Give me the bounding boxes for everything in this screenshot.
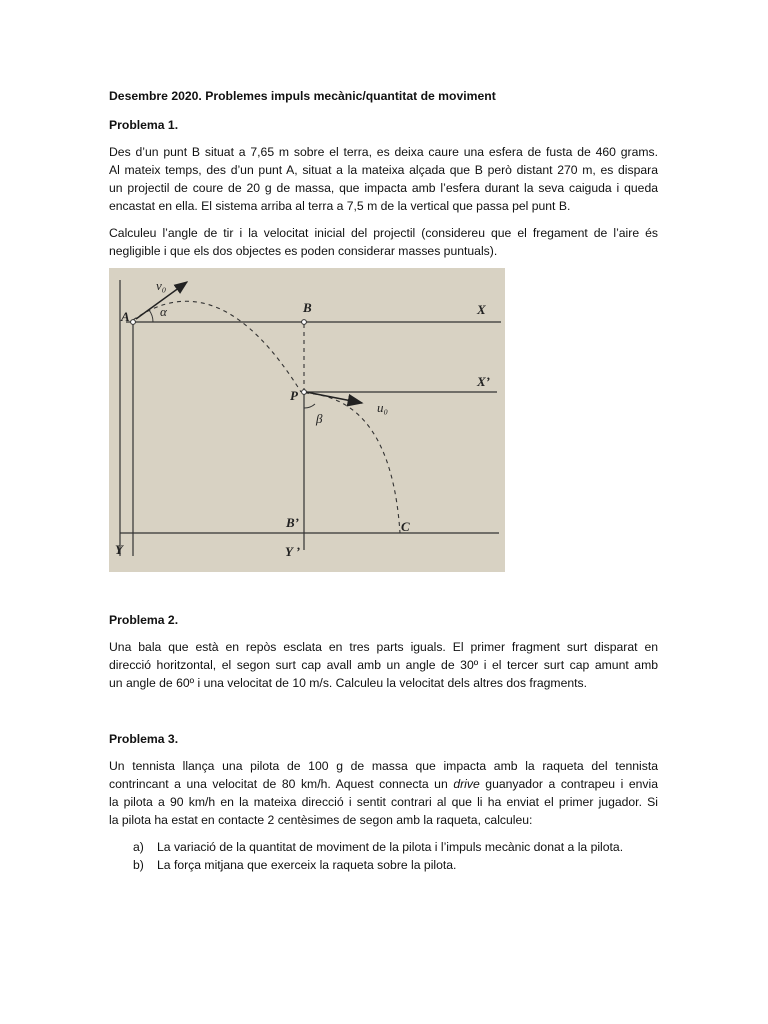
text-line: Calculeu l’angle de tir i la velocitat inicial del projectil (considereu que el fregament de l’aire és [109, 226, 658, 240]
text-line: un projectil de coure de 20 g de massa, que impacta amb l’esfera durant la seva caiguda i queda [109, 181, 658, 195]
diagram-svg [109, 268, 505, 572]
list-item-text: La força mitjana que exerceix la raqueta sobre la pilota. [157, 858, 457, 872]
italic-term: drive [453, 777, 480, 791]
list-item-a [133, 838, 623, 856]
text-line: un angle de 60º i una velocitat de 10 m/s. Calculeu la velocitat dels altres dos fragments. [109, 676, 588, 690]
text-segment: guanyador a contrapeu i envia [479, 777, 658, 791]
label-b: B [303, 300, 312, 315]
text-line: Una bala que està en repòs esclata en tres parts iguals. El primer fragment surt disparat en [109, 640, 658, 654]
document-title: Desembre 2020. Problemes impuls mecànic/quantitat de moviment [109, 89, 496, 103]
label-y: Y [115, 542, 123, 557]
text-line: direcció horitzontal, el segon surt cap avall amb un angle de 30º i el tercer surt cap amunt amb [109, 658, 658, 672]
trajectory-ap [133, 301, 301, 392]
label-p: P [290, 388, 298, 403]
label-x: X [477, 302, 486, 317]
label-b-prime: B’ [286, 515, 299, 530]
text-line: negligible i que els dos objectes es poden considerar masses puntuals). [109, 244, 498, 258]
problem-3-statement [109, 757, 658, 829]
text-line: Al mateix temps, des d’un punt A, situat a la mateixa alçada que B però distant 270 m, es dispara [109, 163, 658, 177]
label-beta: β [316, 411, 323, 426]
label-alpha: α [160, 304, 167, 319]
point-p [302, 390, 307, 395]
list-marker: b) [133, 858, 144, 872]
label-y-prime: Y ’ [285, 544, 301, 559]
label-a: A [121, 309, 130, 324]
list-item-text: La variació de la quantitat de moviment de la pilota i l’impuls mecànic donat a la pilota. [157, 840, 624, 854]
label-c: C [401, 519, 410, 534]
problem-2-statement [109, 638, 658, 692]
u0-arrow [306, 392, 362, 403]
label-v0: v₀ [156, 278, 167, 293]
list-marker: a) [133, 840, 144, 854]
list-item-b [133, 856, 456, 874]
text-line: Des d’un punt B situat a 7,65 m sobre el terra, es deixa caure una esfera de fusta de 460 grams. [109, 145, 658, 159]
problem-2-heading: Problema 2. [109, 613, 179, 627]
point-b [302, 320, 307, 325]
text-line: Un tennista llança una pilota de 100 g de massa que impacta amb la raqueta del tennista [109, 759, 658, 773]
problem-3-heading: Problema 3. [109, 732, 179, 746]
text-segment: contrincant a una velocitat de 80 km/h. Aquest connecta un [109, 777, 454, 791]
text-line: la pilota ha estat en contacte 2 centèsimes de segon amb la raqueta, calculeu: [109, 813, 533, 827]
problem-1-heading: Problema 1. [109, 118, 179, 132]
text-line: encastat en ella. El sistema arriba al terra a 7,5 m de la vertical que passa pel punt B. [109, 199, 571, 213]
text-line-with-italic [109, 775, 658, 793]
label-x-prime: X’ [477, 374, 490, 389]
text-line: la pilota a 90 km/h en la mateixa direcció i sentit contrari al que li ha enviat el primer jugador. Si [109, 795, 658, 809]
problem-1-question [109, 224, 658, 260]
alpha-arc [149, 310, 153, 322]
problem-1-statement [109, 143, 658, 215]
label-u0: u₀ [377, 400, 389, 415]
beta-arc [304, 404, 315, 408]
projectile-diagram [109, 268, 505, 572]
point-a [131, 320, 136, 325]
